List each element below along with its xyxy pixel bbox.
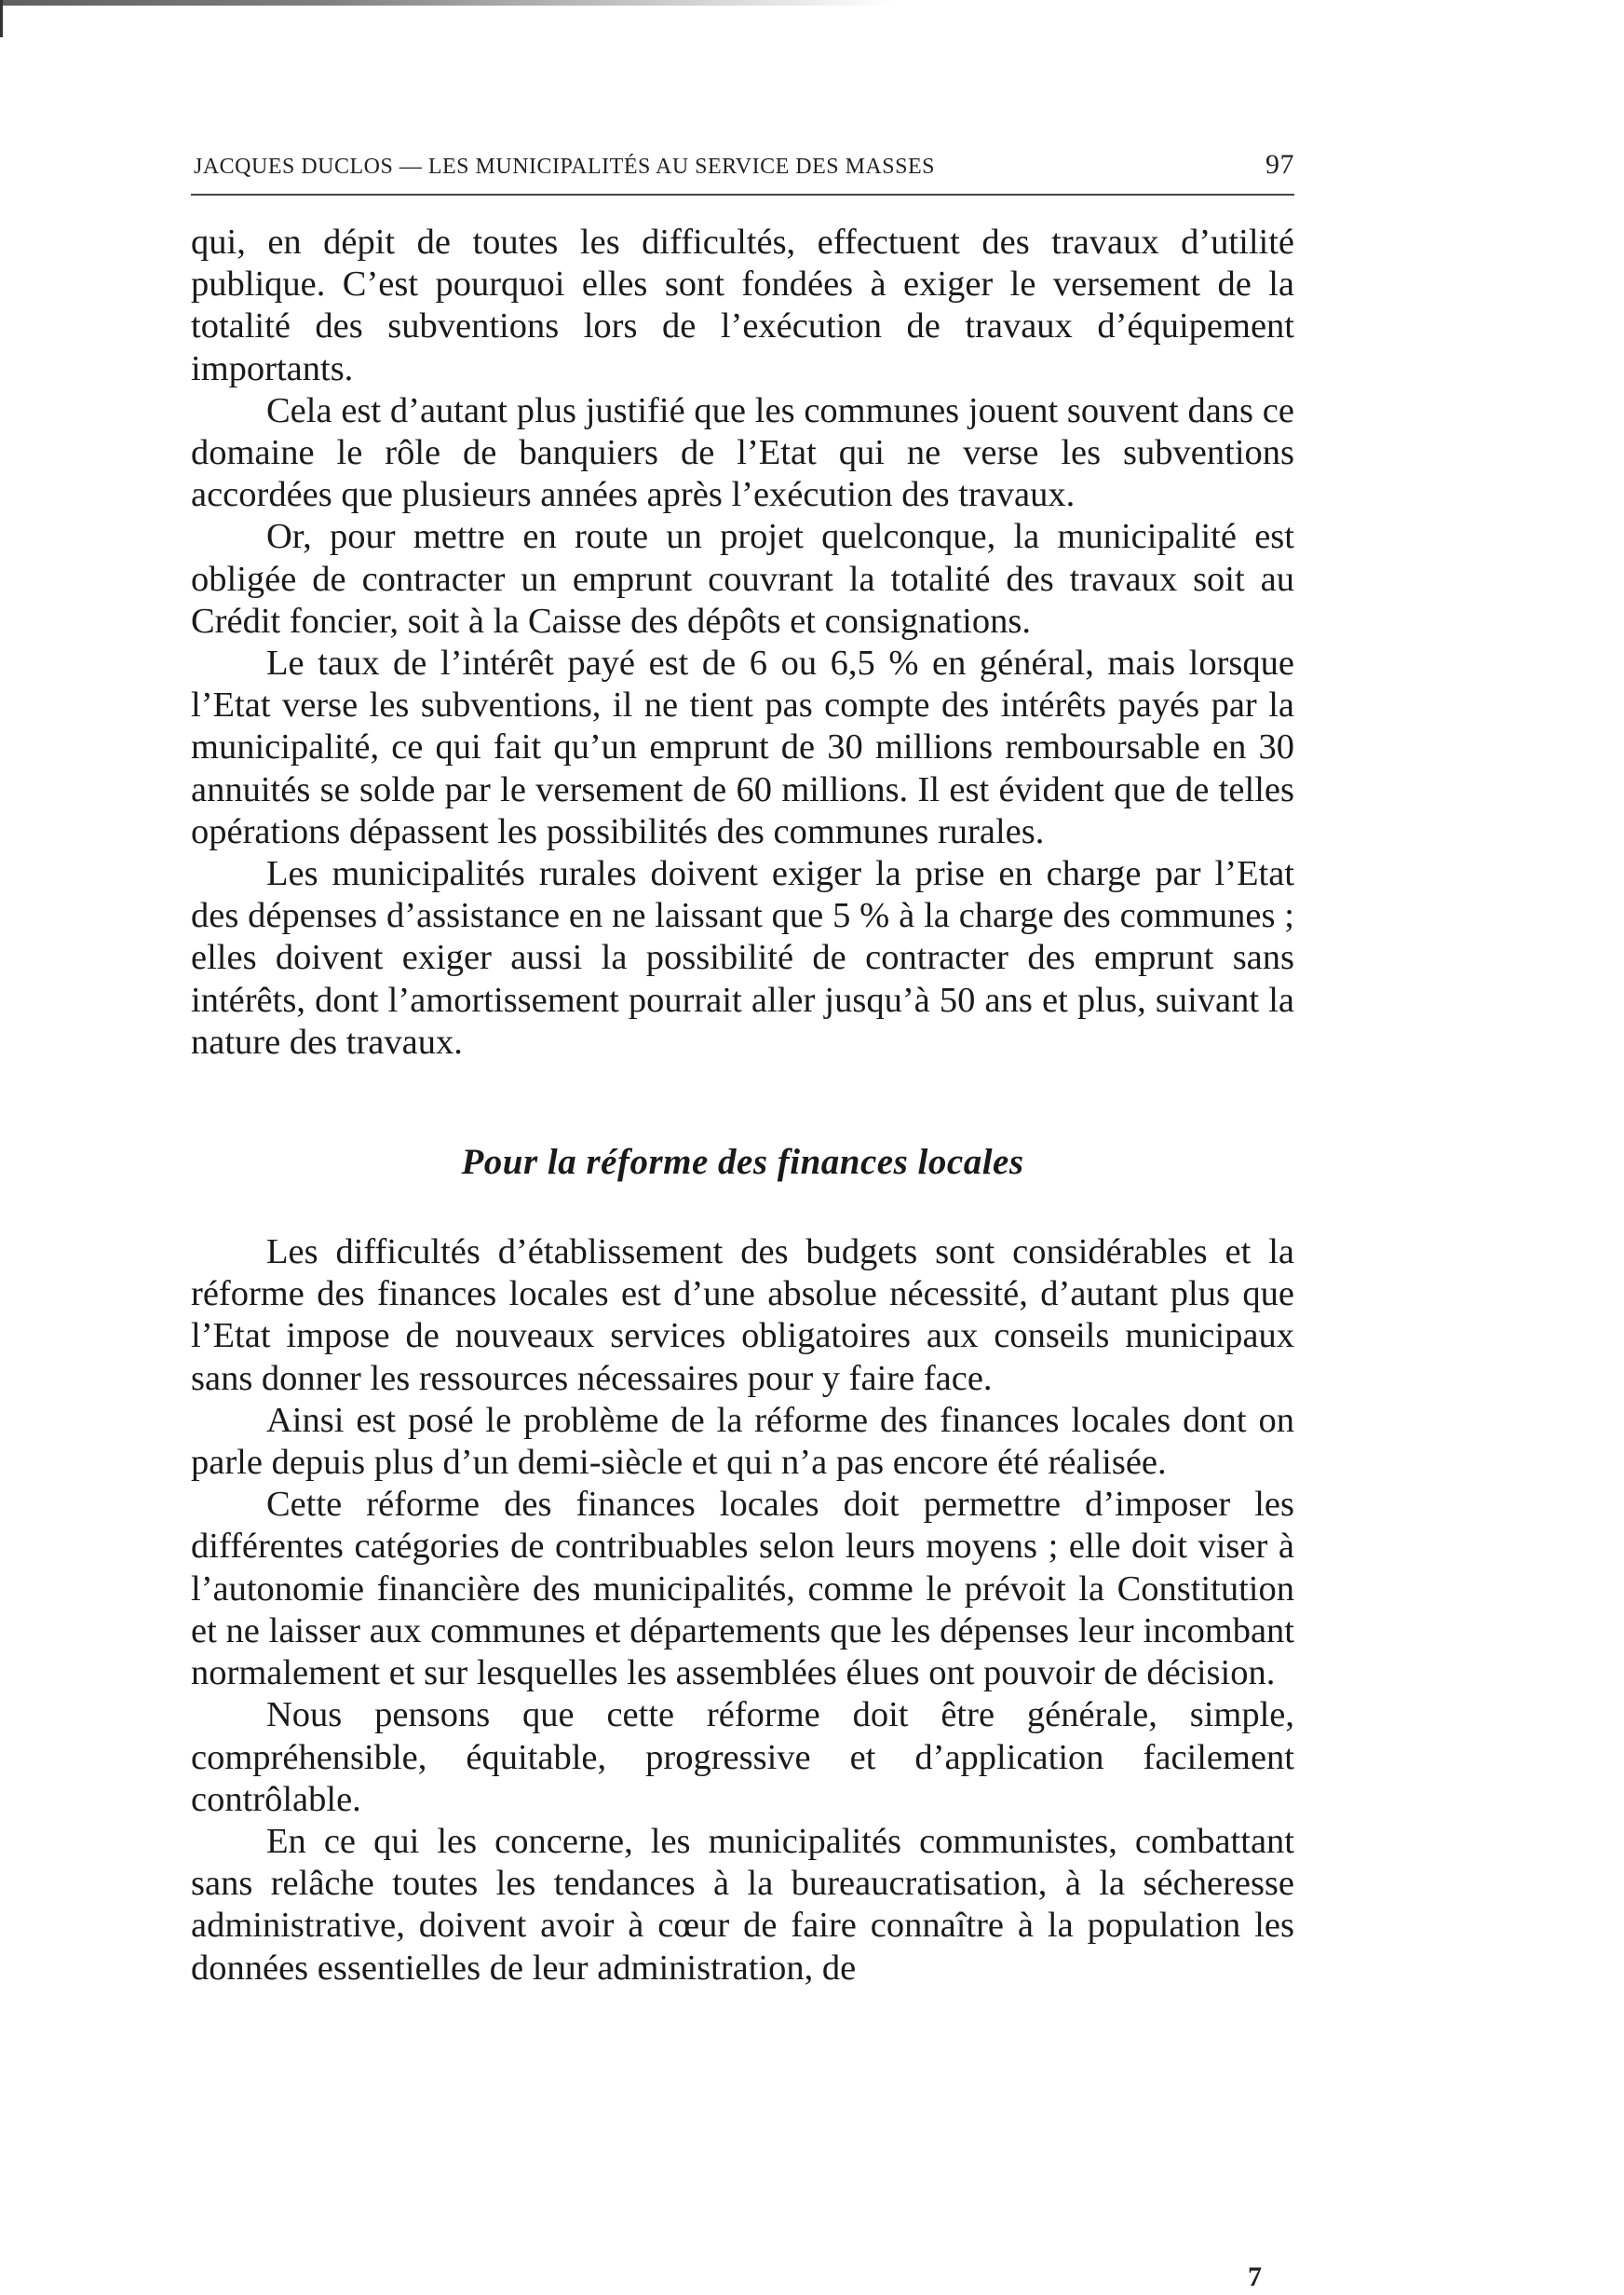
body-text-bottom <box>191 1231 1294 1989</box>
paragraph: Or, pour mettre en route un projet quelconque, la municipalité est obligée de contracter un emprunt couvrant la totalité des travaux soit au Crédit foncier, soit à la Caisse des dépôts et consignations. <box>191 517 1294 641</box>
body-text-top <box>191 222 1294 1064</box>
signature-mark: 7 <box>1248 2261 1262 2292</box>
book-page <box>191 149 1294 1989</box>
header-rule <box>191 194 1294 196</box>
running-title: JACQUES DUCLOS — LES MUNICIPALITÉS AU SERVICE DES MASSES <box>194 155 935 179</box>
paragraph: Ainsi est posé le problème de la réforme des finances locales dont on parle depuis plus d’un demi-siècle et qui n’a pas encore été réalisée. <box>191 1400 1294 1483</box>
paragraph: qui, en dépit de toutes les difficultés, effectuent des travaux d’utilité publique. C’est pourquoi elles sont fondées à exiger le versement de la totalité des subventions lors de l’exécution de travaux d’équipement importants. <box>191 223 1294 388</box>
paragraph: Cela est d’autant plus justifié que les communes jouent souvent dans ce domaine le rôle de banquiers de l’Etat qui ne verse les subventions accordées que plusieurs années après l’exécution des travaux. <box>191 390 1294 515</box>
paragraph: Les municipalités rurales doivent exiger la prise en charge par l’Etat des dépenses d’assistance en ne laissant que 5 % à la charge des communes ; elles doivent exiger aussi la possibilité de contracter des emprunt sans intérêts, dont l’amortissement pourrait aller jusqu’à 50 ans et plus, suivant la nature des travaux. <box>191 854 1294 1062</box>
scan-edge-left <box>0 0 3 37</box>
section-title: Pour la réforme des finances locales <box>461 1142 1024 1183</box>
running-head <box>191 149 1294 181</box>
paragraph: Les difficultés d’établissement des budgets sont considérables et la réforme des finances locales est d’une absolue nécessité, d’autant plus que l’Etat impose de nouveaux services obligatoires aux conseils municipaux sans donner les ressources nécessaires pour y faire face. <box>191 1232 1294 1398</box>
paragraph: Le taux de l’intérêt payé est de 6 ou 6,5 % en général, mais lorsque l’Etat verse les subventions, il ne tient pas compte des intérêts payés par la municipalité, ce qui fait qu’un emprunt de 30 millions remboursable en 30 annuités se solde par le versement de 60 millions. Il est évident que de telles opérations dépassent les possibilités des communes rurales. <box>191 644 1294 851</box>
paragraph: Cette réforme des finances locales doit permettre d’imposer les différentes catégories de contribuables selon leurs moyens ; elle doit viser à l’autonomie financière des municipalités, comme le prévoit la Constitution et ne laisser aux communes et départements que les dépenses leur incombant normalement et sur lesquelles les assemblées élues ont pouvoir de décision. <box>191 1485 1294 1693</box>
scan-edge-shadow <box>0 0 1624 6</box>
page-number: 97 <box>1265 149 1294 180</box>
paragraph: Nous pensons que cette réforme doit être générale, simple, compréhensible, équitable, progressive et d’application facilement contrôlable. <box>191 1695 1294 1819</box>
paragraph: En ce qui les concerne, les municipalités communistes, combattant sans relâche toutes les tendances à la bureaucratisation, à la sécheresse administrative, doivent avoir à cœur de faire connaître à la population les données essentielles de leur administration, de <box>191 1821 1294 1988</box>
